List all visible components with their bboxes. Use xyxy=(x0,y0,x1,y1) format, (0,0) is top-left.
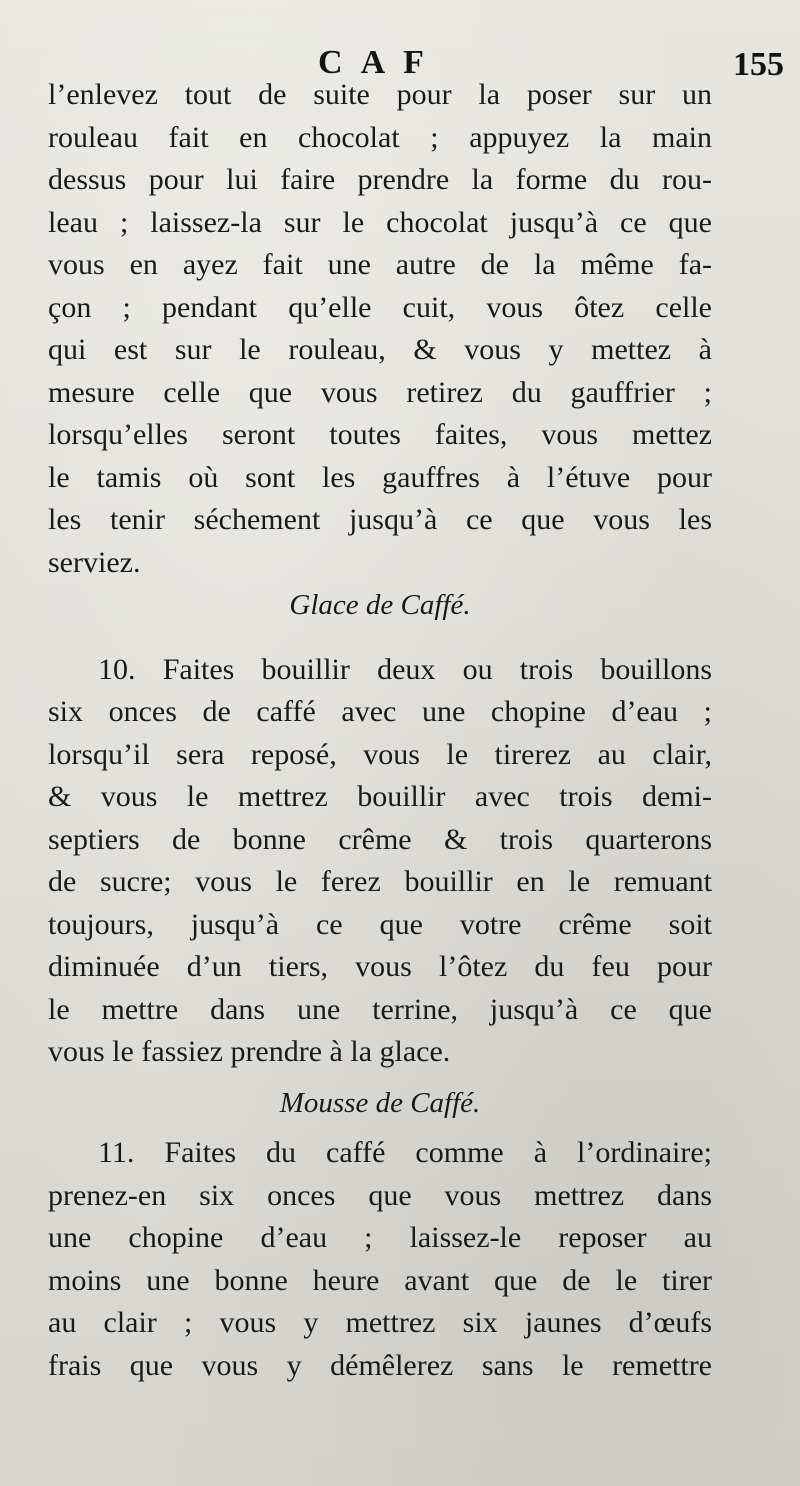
text-line: mesure celle que vous retirez du gauffrier ; xyxy=(48,375,712,409)
text-line: une chopine d’eau ; laissez-le reposer au xyxy=(48,1221,712,1254)
text-line: dessus pour lui faire prendre la forme du rou- xyxy=(48,163,712,196)
text-line: vous le fassiez prendre à la glace. xyxy=(48,1035,451,1068)
body-text xyxy=(48,74,712,1387)
text-line: rouleau fait en chocolat ; appuyez la main xyxy=(48,120,712,154)
text-line: diminuée d’un tiers, vous l’ôtez du feu pour xyxy=(48,950,712,983)
text-line: frais que vous y démêlerez sans le remettre xyxy=(48,1348,712,1382)
text-line: 10. Faites bouillir deux ou trois bouillons xyxy=(98,652,712,686)
text-line: vous en ayez fait une autre de la même fa- xyxy=(48,248,712,281)
text-line: leau ; laissez-la sur le chocolat jusqu’à ce que xyxy=(48,205,712,239)
section-heading-mousse: Mousse de Caffé. xyxy=(279,1086,481,1119)
running-title: CAF xyxy=(318,44,442,81)
page-number: 155 xyxy=(733,46,784,83)
spacer xyxy=(48,1124,712,1132)
text-line: lorsqu’il sera reposé, vous le tirerez au clair, xyxy=(48,737,712,771)
text-line: prenez-en six onces que vous mettrez dans xyxy=(48,1178,712,1212)
text-line: le mettre dans une terrine, jusqu’à ce que xyxy=(48,992,712,1026)
text-line: les tenir séchement jusqu’à ce que vous les xyxy=(48,503,712,536)
text-line: lorsqu’elles seront toutes faites, vous mettez xyxy=(48,418,712,451)
text-line: le tamis où sont les gauffres à l’étuve pour xyxy=(48,460,712,494)
text-line: l’enlevez tout de suite pour la poser sur un xyxy=(48,78,712,111)
spacer xyxy=(48,627,712,649)
text-line: six onces de caffé avec une chopine d’eau ; xyxy=(48,695,712,728)
text-line: au clair ; vous y mettrez six jaunes d’œufs xyxy=(48,1306,712,1339)
text-line: 11. Faites du caffé comme à l’ordinaire; xyxy=(98,1136,712,1169)
text-line: toujours, jusqu’à ce que votre crême soit xyxy=(48,907,712,941)
text-line: çon ; pendant qu’elle cuit, vous ôtez celle xyxy=(48,290,712,324)
text-line: & vous le mettrez bouillir avec trois demi- xyxy=(48,780,712,813)
text-line: septiers de bonne crême & trois quarterons xyxy=(48,822,712,856)
text-line: moins une bonne heure avant que de le tirer xyxy=(48,1263,712,1297)
text-line: qui est sur le rouleau, & vous y mettez à xyxy=(48,333,712,366)
text-line: de sucre; vous le ferez bouillir en le remuant xyxy=(48,865,712,898)
text-line: serviez. xyxy=(48,545,141,579)
spacer xyxy=(48,1074,712,1082)
section-heading-glace: Glace de Caffé. xyxy=(289,589,471,621)
